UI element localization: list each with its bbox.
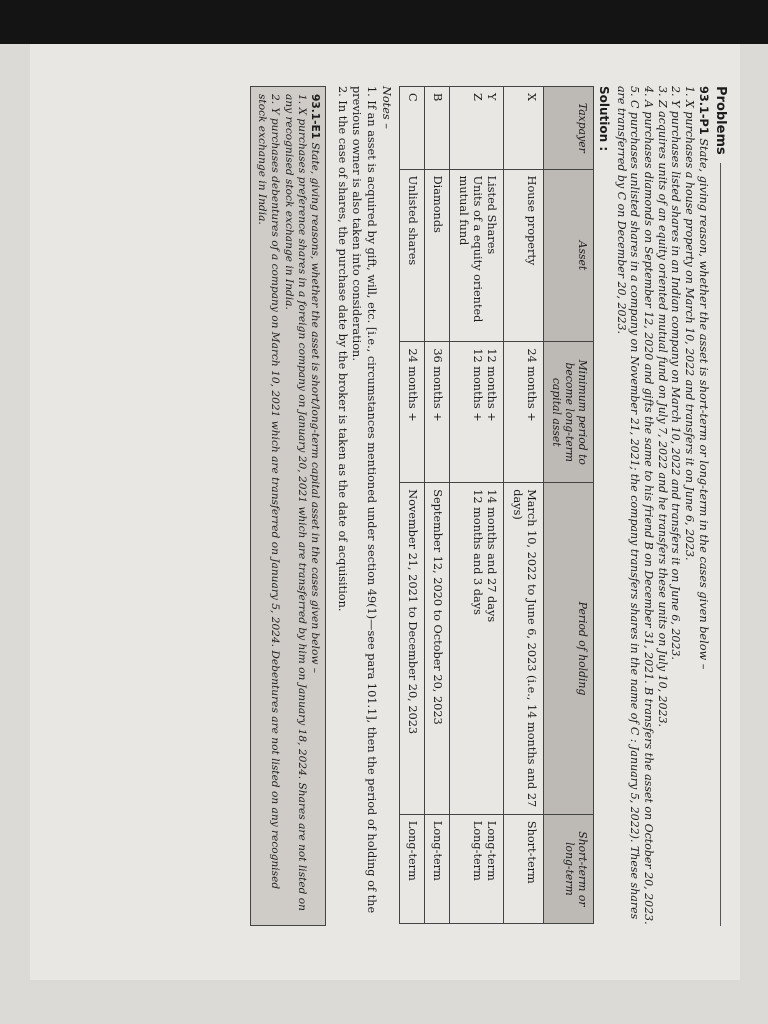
cell-line: 24 months + bbox=[406, 348, 420, 422]
notes-block bbox=[334, 86, 393, 926]
solution-label: Solution : bbox=[597, 86, 612, 152]
cell-line: Unlisted shares bbox=[406, 175, 420, 266]
book-page bbox=[30, 44, 740, 980]
problem-id: 93.1-P1 bbox=[697, 86, 710, 135]
cell-line: 12 months + bbox=[485, 348, 499, 422]
exercise-item: 1. X purchases preference shares in a foreign company on January 20, 2021 which are transferred by him on January 18, 2024. Shares are not listed on any recognised stock exchange in India. bbox=[282, 94, 308, 912]
section-title: Problems bbox=[713, 86, 728, 155]
cell-status bbox=[399, 814, 424, 923]
cell-line: Long-term bbox=[471, 820, 485, 881]
cell-line: Listed Shares bbox=[485, 175, 499, 255]
cell-line: Units of a equity oriented mutual fund bbox=[456, 175, 485, 323]
cell-min-period bbox=[504, 342, 544, 483]
cell-line: Z bbox=[471, 93, 485, 101]
cell-taxpayer bbox=[399, 87, 424, 170]
problem-item: 2. Y purchases listed shares in an Indian company on March 10, 2022 and transfers it on June 6, 2023. bbox=[669, 86, 683, 660]
cell-asset bbox=[450, 169, 504, 342]
problem-item: 4. A purchases diamonds on September 12, 2020 and gifts the same to his friend B on December 31, 2021. B transfers the asset on October 20, 2023. bbox=[641, 86, 655, 925]
cell-taxpayer bbox=[425, 87, 450, 170]
table-row bbox=[504, 87, 544, 924]
notes-heading: Notes – bbox=[379, 86, 393, 129]
cell-line: Long-term bbox=[406, 820, 420, 881]
problem-items bbox=[614, 86, 696, 926]
cell-min-period bbox=[450, 342, 504, 483]
cell-asset bbox=[399, 169, 424, 342]
cell-line: Y bbox=[485, 93, 499, 101]
problem-question bbox=[696, 86, 710, 926]
cell-asset bbox=[425, 169, 450, 342]
cell-asset bbox=[504, 169, 544, 342]
photo-dark-band bbox=[0, 0, 768, 44]
cell-status bbox=[425, 814, 450, 923]
cell-line: C bbox=[406, 93, 420, 102]
cell-line: Long-term bbox=[431, 820, 445, 881]
cell-status bbox=[504, 814, 544, 923]
header-short-or-long: Short-term or long-term bbox=[544, 814, 594, 923]
table-row bbox=[399, 87, 424, 924]
cell-min-period bbox=[399, 342, 424, 483]
cell-line: September 12, 2020 to October 20, 2023 bbox=[431, 489, 445, 725]
cell-line: 14 months and 27 days bbox=[485, 489, 499, 623]
rotated-page-content bbox=[30, 44, 740, 944]
cell-line: Short-term bbox=[525, 820, 539, 884]
table-header-row bbox=[544, 87, 594, 924]
header-taxpayer: Taxpayer bbox=[544, 87, 594, 170]
cell-line: X bbox=[525, 93, 539, 102]
cell-line: November 21, 2021 to December 20, 2023 bbox=[406, 489, 420, 735]
problem-item: 5. C purchases unlisted shares in a company on November 21, 2021; the company transfers shares in the name of C : January 5, 2022). These shares are transferred by C on December 20, 2023. bbox=[614, 86, 642, 920]
header-rule bbox=[720, 163, 721, 926]
exercise-item: 2. Y purchases debentures of a company on March 10, 2021 which are transferred on January 5, 2024. Debentures are not listed on any recognised stock exchange in India. bbox=[256, 94, 282, 890]
header-asset: Asset bbox=[544, 169, 594, 342]
cell-line: March 10, 2022 to June 6, 2023 (i.e., 14 months and 27 days) bbox=[510, 489, 539, 808]
exercise-question-text: State, giving reasons, whether the asset is short/long-term capital asset in the cases given below – bbox=[309, 142, 322, 674]
note-item: 1. If an asset is acquired by gift, will, etc. [i.e., circumstances mentioned under section 49(1)—see para 101.1], then the period of holding of the previous owner is also taken into consideration. bbox=[350, 86, 379, 914]
problem-item: 1. X purchases a house property on March 10, 2022 and transfers it on June 6, 2023. bbox=[682, 86, 696, 561]
cell-line: B bbox=[431, 93, 445, 102]
cell-holding bbox=[504, 483, 544, 815]
cell-line: Long-term bbox=[485, 820, 499, 881]
exercise-id: 93.1-E1 bbox=[309, 94, 322, 140]
problem-question-text: State, giving reason, whether the asset is short-term or long-term in the cases given below – bbox=[697, 138, 710, 670]
cell-line: House property bbox=[525, 175, 539, 266]
cell-holding bbox=[399, 483, 424, 815]
cell-line: 12 months and 3 days bbox=[471, 489, 485, 615]
cell-holding bbox=[450, 483, 504, 815]
cell-holding bbox=[425, 483, 450, 815]
cell-line: 12 months + bbox=[471, 348, 485, 422]
cell-line: 36 months + bbox=[431, 348, 445, 422]
page-text-block bbox=[250, 86, 728, 926]
exercise-box bbox=[250, 86, 326, 926]
cell-taxpayer bbox=[450, 87, 504, 170]
solution-table bbox=[399, 86, 594, 924]
header-period-of-holding: Period of holding bbox=[544, 483, 594, 815]
note-item: 2. In the case of shares, the purchase date by the broker is taken as the date of acquisition. bbox=[335, 86, 349, 612]
cell-min-period bbox=[425, 342, 450, 483]
section-header bbox=[713, 86, 728, 926]
exercise-question bbox=[308, 94, 321, 918]
cell-line: Diamonds bbox=[431, 175, 445, 233]
cell-line: 24 months + bbox=[525, 348, 539, 422]
table-row bbox=[425, 87, 450, 924]
problem-item: 3. Z acquires units of an equity oriented mutual fund on July 7, 2022 and he transfers these units on July 10, 2023. bbox=[655, 86, 669, 728]
table-row bbox=[450, 87, 504, 924]
cell-status bbox=[450, 814, 504, 923]
cell-taxpayer bbox=[504, 87, 544, 170]
header-min-period: Minimum period to become long-term capital asset bbox=[544, 342, 594, 483]
